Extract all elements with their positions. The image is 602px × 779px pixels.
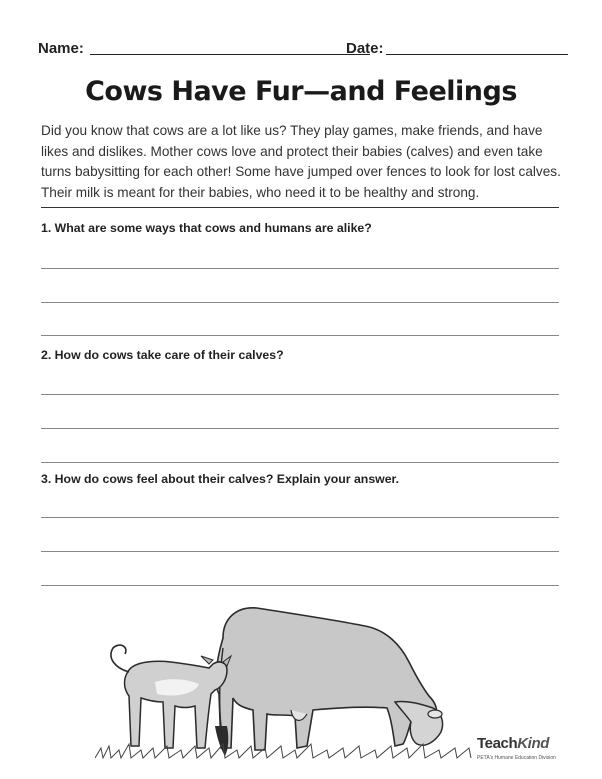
answer-line[interactable]	[41, 517, 559, 518]
date-label: Date:	[346, 40, 384, 57]
answer-line[interactable]	[41, 268, 559, 269]
question-1: 1. What are some ways that cows and humans are alike?	[41, 221, 372, 235]
question-3: 3. How do cows feel about their calves? Explain your answer.	[41, 472, 400, 486]
name-field[interactable]	[90, 54, 370, 55]
header-row	[38, 38, 568, 58]
logo-kind: Kind	[517, 735, 549, 752]
cow-and-calf-icon	[95, 598, 475, 764]
answer-line[interactable]	[41, 462, 559, 463]
answer-line[interactable]	[41, 551, 559, 552]
teachkind-logo	[477, 735, 563, 765]
intro-paragraph: Did you know that cows are a lot like us? They play games, make friends, and have likes and dislikes. Mother cows love and protect their babies (calves) and even take turns babysitting for each other! Some have jumped over fences to look for lost calves. Their milk is meant for their babies, who need it to be healthy and strong.	[41, 123, 561, 200]
answer-line[interactable]	[41, 428, 559, 429]
page-title: Cows Have Fur—and Feelings	[85, 76, 517, 107]
logo-teach: Teach	[477, 735, 518, 752]
divider	[41, 207, 559, 208]
answer-line[interactable]	[41, 394, 559, 395]
question-2: 2. How do cows take care of their calves?	[41, 348, 284, 362]
answer-line[interactable]	[41, 335, 559, 336]
logo-tagline: PETA's Humane Education Division	[477, 755, 556, 761]
name-label: Name:	[38, 40, 84, 57]
answer-line[interactable]	[41, 585, 559, 586]
date-field[interactable]	[386, 54, 568, 55]
answer-line[interactable]	[41, 302, 559, 303]
